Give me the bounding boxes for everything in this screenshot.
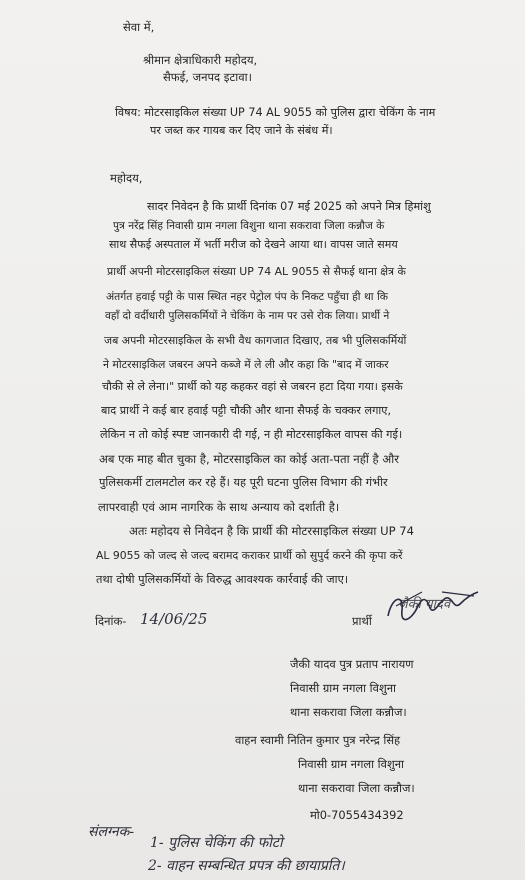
body-line: पुलिसकर्मी टालमटोल कर रहे हैं। यह पूरी घटना पुलिस विभाग की गंभीर: [99, 476, 388, 489]
greeting: महोदय,: [110, 171, 143, 185]
request-line: AL 9055 को जल्द से जल्द बरामद कराकर प्रार्थी को सुपुर्द करने की कृपा करें: [96, 549, 403, 562]
body-line: अब एक माह बीत चुका है, मोटरसाइकिल का कोई अता-पता नहीं है और: [99, 452, 399, 466]
applicant-line-3: थाना सकरावा जिला कन्नौज।: [290, 705, 407, 719]
body-line: सादर निवेदन है कि प्रार्थी दिनांक 07 मई 2025 को अपने मित्र हिमांशु: [147, 200, 431, 213]
body-line: प्रार्थी अपनी मोटरसाइकिल संख्या UP 74 AL 9055 से सैफई थाना क्षेत्र के: [107, 265, 406, 278]
enclosure-label: संलग्नक-: [88, 824, 135, 840]
applicant-line-1: जैकी यादव पुत्र प्रताप नारायण: [290, 657, 414, 671]
request-line: अतः महोदय से निवेदन है कि प्रार्थी की मोटरसाइकिल संख्या UP 74: [129, 524, 415, 538]
applicant-line-2: निवासी ग्राम नगला विशुना: [290, 681, 396, 695]
owner-line-1: वाहन स्वामी नितिन कुमार पुत्र नरेन्द्र सिंह: [235, 733, 401, 747]
body-line: बाद प्रार्थी ने कई बार हवाई पट्टी चौकी और थाना सैफई के चक्कर लगाए,: [101, 404, 392, 417]
officer-line: श्रीमान क्षेत्राधिकारी महोदय,: [143, 53, 258, 67]
subject-line-1: विषय: मोटरसाइकिल संख्या UP 74 AL 9055 को पुलिस द्वारा चेकिंग के नाम: [115, 106, 436, 119]
enclosure-item-2: 2- वाहन सम्बन्धित प्रपत्र की छायाप्रति।: [148, 858, 345, 874]
date-handwritten: 14/06/25: [140, 610, 208, 628]
body-line: अंतर्गत हवाई पट्टी के पास स्थित नहर पेट्रोल पंप के निकट पहुँचा ही था कि: [106, 290, 388, 303]
to-line: सेवा में,: [123, 20, 155, 34]
applicant-label: प्रार्थी: [352, 614, 372, 628]
subject-line-2: पर जब्त कर गायब कर दिए जाने के संबंध में।: [150, 124, 333, 137]
body-line: पुत्र नरेंद्र सिंह निवासी ग्राम नगला विशुना थाना सकरावा जिला कन्नौज के: [113, 220, 385, 232]
place-line: सैफई, जनपद इटावा।: [163, 70, 252, 84]
owner-line-3: थाना सकरावा जिला कन्नौज।: [298, 781, 415, 795]
body-line: लेकिन न तो कोई स्पष्ट जानकारी दी गई, न ही मोटरसाइकिल वापस की गई।: [100, 428, 403, 441]
body-line: वहाँ दो वर्दीधारी पुलिसकर्मियों ने चेकिंग के नाम पर उसे रोक लिया। प्रार्थी ने: [105, 310, 390, 322]
body-line: लापरवाही एवं आम नागरिक के साथ अन्याय को दर्शाती है।: [98, 500, 340, 514]
date-label: दिनांक-: [95, 614, 127, 628]
body-line: ने मोटरसाइकिल जबरन अपने कब्जे में ले ली और कहा कि "बाद में जाकर: [103, 358, 389, 371]
owner-line-2: निवासी ग्राम नगला विशुना: [298, 757, 404, 771]
signature-text: जैकी यादव: [398, 597, 451, 612]
body-line: साथ सैफई अस्पताल में भर्ती मरीज को देखने आया था। वापस जाते समय: [109, 238, 398, 251]
request-line: तथा दोषी पुलिसकर्मियों के विरुद्ध आवश्यक कार्रवाई की जाए।: [96, 573, 349, 586]
body-line: चौकी से ले लेना।" प्रार्थी को यह कहकर वहां से जबरन हटा दिया गया। इसके: [102, 380, 403, 393]
body-line: जब अपनी मोटरसाइकिल के सभी वैध कागजात दिखाए, तब भी पुलिसकर्मियों: [104, 334, 407, 347]
enclosure-item-1: 1- पुलिस चेकिंग की फोटो: [150, 835, 283, 851]
owner-mobile: मो0-7055434392: [310, 808, 404, 822]
